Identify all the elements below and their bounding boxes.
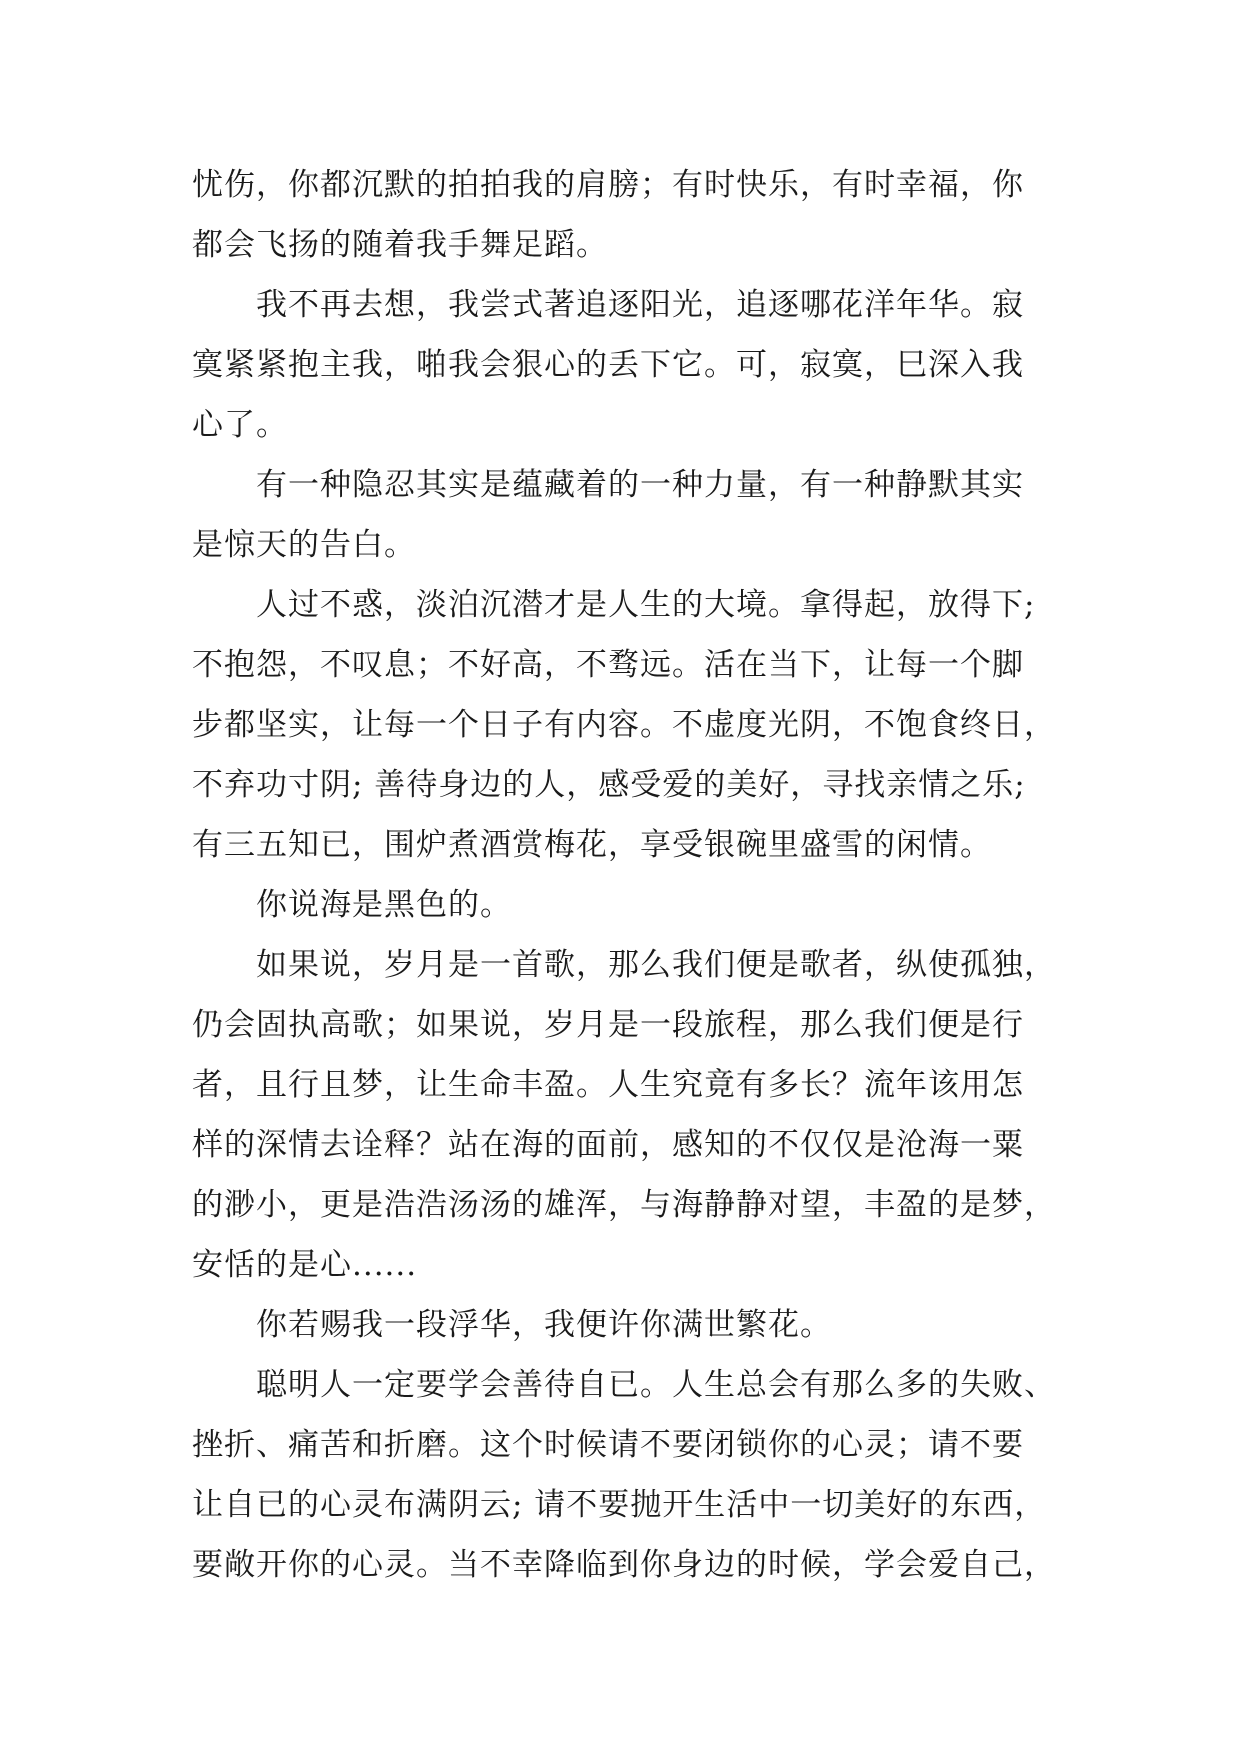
text-line: 是惊天的告白。 bbox=[192, 527, 416, 563]
text-line: 不抱怨，不叹息；不好高，不骛远。活在当下，让每一个脚 bbox=[192, 647, 1024, 683]
paragraph-first-line: 你说海是黑色的。 bbox=[256, 887, 512, 923]
text-line: 不弃功寸阴; 善待身边的人，感受爱的美好，寻找亲情之乐; bbox=[192, 767, 1026, 803]
text-line: 样的深情去诠释？站在海的面前，感知的不仅仅是沧海一粟 bbox=[192, 1127, 1024, 1163]
paragraph-first-line: 聪明人一定要学会善待自已。人生总会有那么多的失败、 bbox=[256, 1367, 1056, 1403]
text-line: 仍会固执高歌；如果说，岁月是一段旅程，那么我们便是行 bbox=[192, 1007, 1024, 1043]
body-text bbox=[192, 155, 1056, 1595]
text-line: 的渺小，更是浩浩汤汤的雄浑，与海静静对望，丰盈的是梦， bbox=[192, 1187, 1056, 1223]
text-line: 寞紧紧抱主我，啪我会狠心的丢下它。可，寂寞，巳深入我 bbox=[192, 347, 1024, 383]
paragraph-first-line: 我不再去想，我尝式著追逐阳光，追逐哪花洋年华。寂 bbox=[256, 287, 1024, 323]
paragraph-first-line: 如果说，岁月是一首歌，那么我们便是歌者，纵使孤独， bbox=[256, 947, 1056, 983]
text-line: 挫折、痛苦和折磨。这个时候请不要闭锁你的心灵；请不要 bbox=[192, 1427, 1024, 1463]
paragraph-first-line: 人过不惑，淡泊沉潜才是人生的大境。拿得起，放得下; bbox=[256, 587, 1036, 623]
text-line: 者，且行且梦，让生命丰盈。人生究竟有多长？流年该用怎 bbox=[192, 1067, 1024, 1103]
paragraph-first-line: 有一种隐忍其实是蕴藏着的一种力量，有一种静默其实 bbox=[256, 467, 1024, 503]
paragraph-first-line: 你若赐我一段浮华，我便许你满世繁花。 bbox=[256, 1307, 832, 1343]
text-line: 要敞开你的心灵。当不幸降临到你身边的时候，学会爱自己， bbox=[192, 1547, 1056, 1583]
text-line: 步都坚实，让每一个日子有内容。不虚度光阴，不饱食终日， bbox=[192, 707, 1056, 743]
text-line: 让自已的心灵布满阴云; 请不要抛开生活中一切美好的东西， bbox=[192, 1487, 1047, 1523]
text-line: 安恬的是心...... bbox=[192, 1247, 418, 1283]
text-line: 心了。 bbox=[192, 407, 288, 443]
text-line: 都会飞扬的随着我手舞足蹈。 bbox=[192, 227, 608, 263]
text-line: 忧伤，你都沉默的拍拍我的肩膀；有时快乐，有时幸福，你 bbox=[192, 167, 1024, 203]
text-line: 有三五知已，围炉煮酒赏梅花，享受银碗里盛雪的闲情。 bbox=[192, 827, 992, 863]
